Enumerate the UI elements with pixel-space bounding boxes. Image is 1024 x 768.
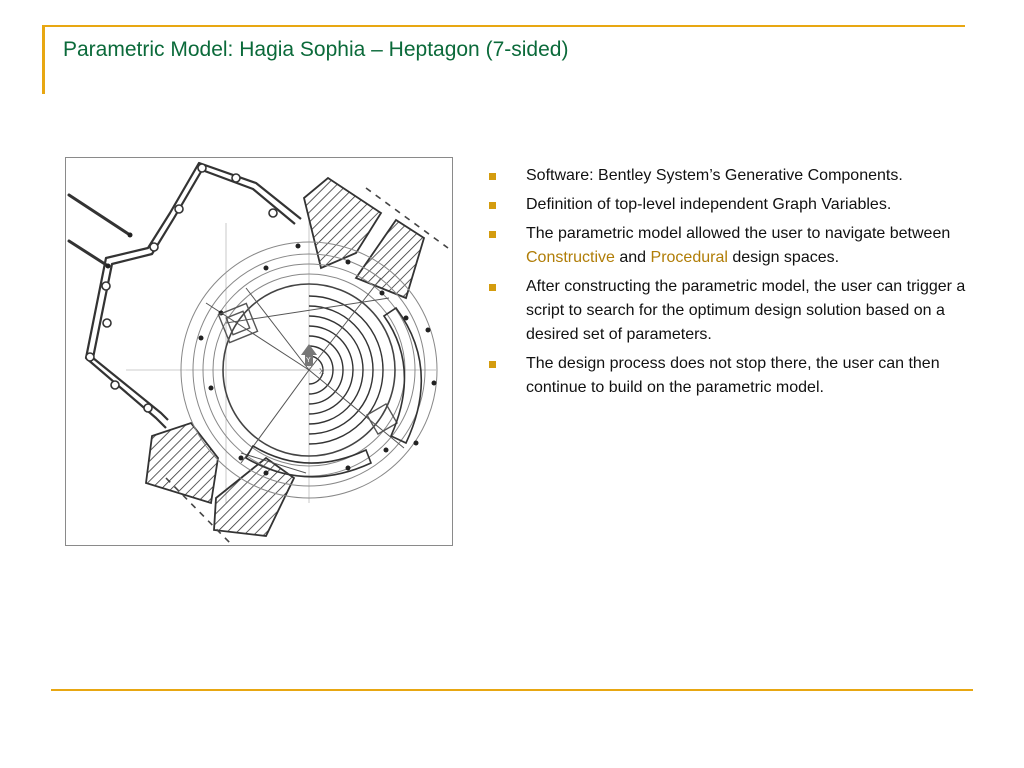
- hagia-sophia-plan-figure: [65, 157, 453, 546]
- slide-title: Parametric Model: Hagia Sophia – Heptagon (7-sided): [63, 38, 569, 61]
- plan-drawing: [66, 158, 452, 545]
- list-item: [488, 275, 978, 347]
- bullet-text: Definition of top-level independent Graph Variables.: [526, 196, 892, 213]
- bullet-square-icon: [489, 284, 496, 291]
- bullet-text: The design process does not stop there, the user can then continue to build on the parametric model.: [526, 355, 940, 396]
- bullet-text: and: [614, 249, 651, 266]
- bullet-text: The parametric model allowed the user to navigate between: [526, 225, 951, 242]
- bottom-rule: [51, 689, 973, 691]
- list-item: [488, 352, 978, 400]
- bullet-square-icon: [489, 361, 496, 368]
- list-item: [488, 164, 978, 188]
- bullet-square-icon: [489, 231, 496, 238]
- list-item: [488, 193, 978, 217]
- top-rule: [42, 25, 965, 27]
- bullet-list: [488, 164, 978, 405]
- bullet-text: design spaces.: [727, 249, 840, 266]
- figure-axis-marker: X: [319, 367, 325, 376]
- bullet-text: Software: Bentley System’s Generative Components.: [526, 167, 903, 184]
- highlight-constructive: Constructive: [526, 249, 615, 266]
- highlight-procedural: Procedural: [650, 249, 728, 266]
- bullet-text: After constructing the parametric model, the user can trigger a script to search for the optimum design solution based on a desired set of parameters.: [526, 278, 966, 343]
- bullet-square-icon: [489, 202, 496, 209]
- figure-axis-label: Y: [306, 357, 311, 364]
- bullet-square-icon: [489, 173, 496, 180]
- list-item: [488, 222, 978, 270]
- title-accent-bar: [42, 25, 45, 94]
